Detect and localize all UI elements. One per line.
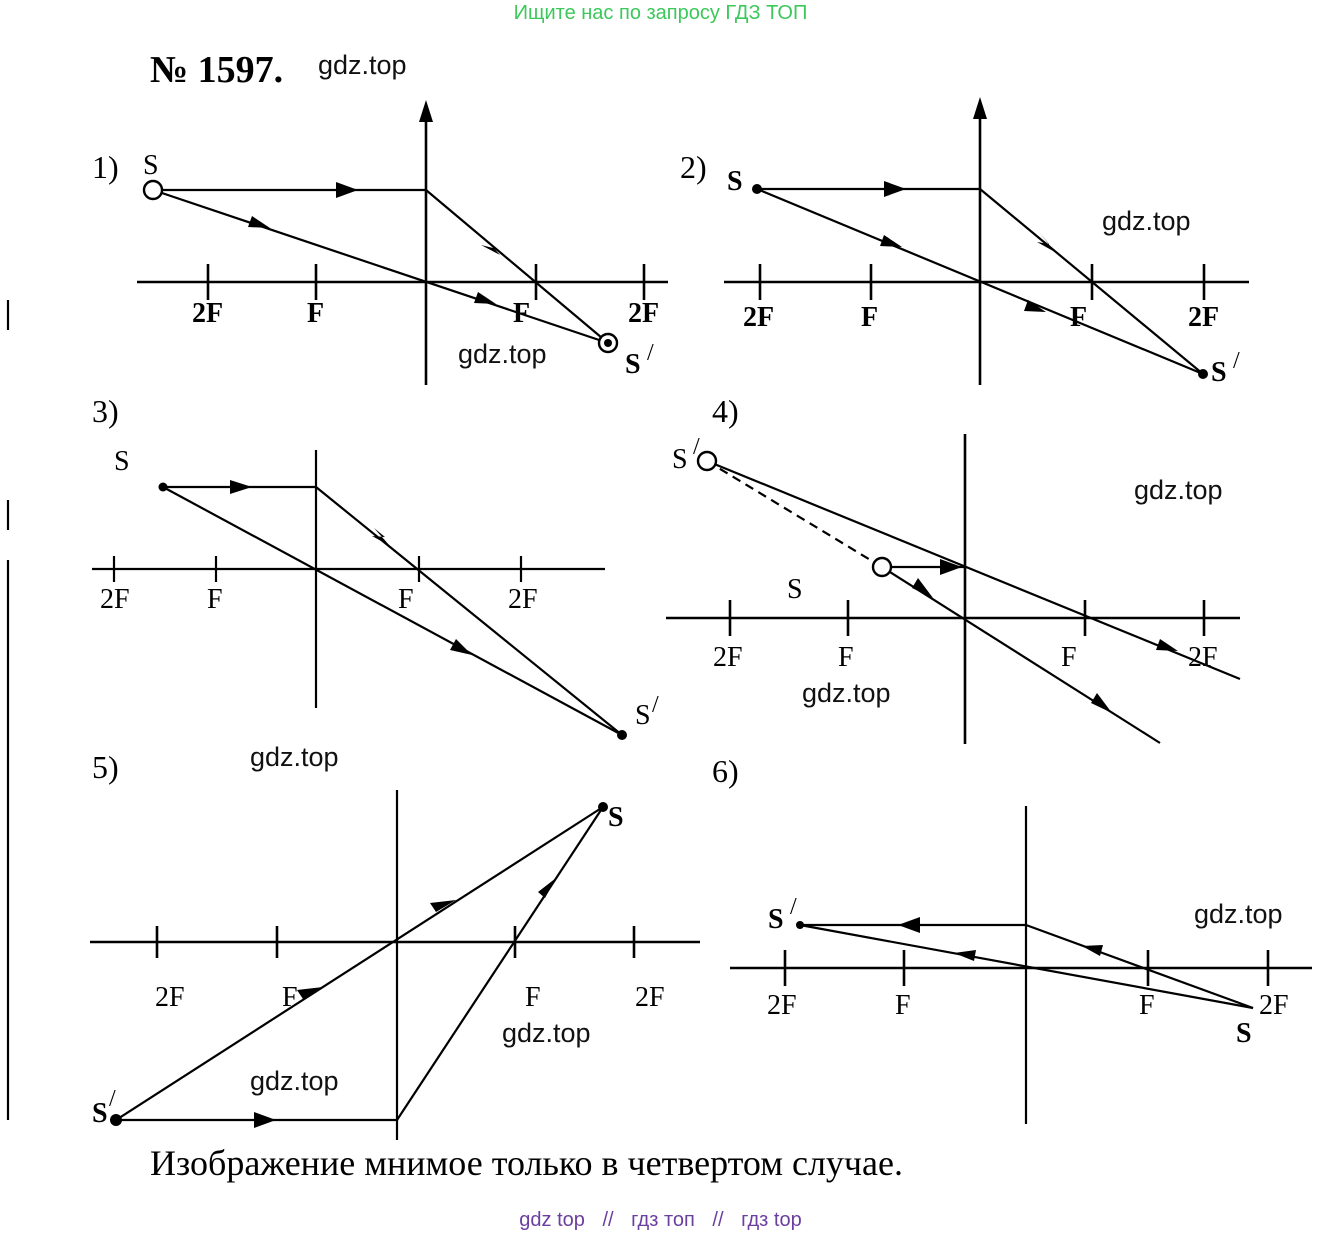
case-number: 5) [92,749,119,785]
case-number: 3) [92,393,119,429]
source-point [598,802,608,812]
tick-label: F [525,982,541,1013]
watermark: gdz.top [1134,475,1223,505]
watermark: gdz.top [250,742,339,772]
footer-links [0,1209,1321,1232]
source-label: S [1236,1018,1252,1049]
watermark: gdz.top [802,678,891,708]
tick-label: 2F [743,302,775,333]
ray-arrow-icon [254,1112,276,1128]
footer-separator: // [602,1209,614,1231]
tick-label: 2F [100,584,130,615]
watermark: gdz.top [458,339,547,369]
tick-label: F [1139,990,1155,1021]
watermark: gdz.top [1194,899,1283,929]
image-prime: / [1233,348,1240,374]
tick-label: 2F [1188,302,1220,333]
ray-arrow-icon [880,235,902,247]
tick-label: F [861,302,879,333]
ray-arrow-icon [372,528,390,546]
ray-arrow-icon [474,292,496,304]
tick-label: F [207,584,223,615]
source-point [873,558,891,576]
tick-label: F [1061,642,1077,673]
tick-label: 2F [508,584,538,615]
tick-label: F [895,990,911,1021]
image-prime: / [790,894,797,920]
tick-label: 2F [713,642,743,673]
tick-label: 2F [635,982,665,1013]
watermark: gdz.top [502,1018,591,1048]
watermark: gdz.top [250,1066,339,1096]
source-point [752,184,762,194]
tick-label: F [398,584,414,615]
tick-label: 2F [155,982,185,1013]
image-point-center [604,339,612,347]
image-label: S [625,349,641,380]
case-number: 2) [680,149,707,185]
image-point [617,730,627,740]
image-prime: / [693,434,700,460]
image-prime: / [109,1086,116,1112]
source-label: S [608,802,624,833]
problem-title: № 1597. [150,49,284,91]
image-label: S [768,904,784,935]
ray-arrow-icon [954,950,976,961]
ray-arrow-icon [1082,945,1103,956]
ray [116,807,603,1120]
case-5-diagram [90,749,700,1140]
footer-link[interactable]: гдз top [741,1209,802,1231]
tick-label: 2F [1188,642,1218,673]
ray-arrow-icon [1091,693,1112,713]
footer-link[interactable]: gdz top [519,1209,585,1231]
footer-link[interactable]: гдз топ [631,1209,695,1231]
tick-label: F [1070,302,1088,333]
case-number: 1) [92,149,119,185]
conclusion-text: Изображение мнимое только в четвертом случае. [150,1143,903,1183]
image-label: S [92,1098,108,1129]
watermark: gdz.top [318,50,407,80]
virtual-ray [707,461,882,567]
case-number: 6) [712,753,739,789]
lens-arrow-icon [419,100,433,122]
ray-arrow-icon [1156,639,1178,651]
source-label: S [143,150,159,181]
ray-arrow-icon [898,917,920,933]
ray-arrow-icon [884,181,906,197]
image-prime: / [647,340,654,366]
ray-arrow-icon [912,578,933,598]
ray-arrow-icon [336,182,358,198]
footer-separator: // [712,1209,724,1231]
case-1-diagram [92,100,668,385]
tick-label: F [838,642,854,673]
image-point [796,921,804,929]
image-point [698,452,716,470]
case-number: 4) [712,393,739,429]
case-2-diagram [680,97,1249,388]
top-banner: Ищите нас по запросу ГДЗ ТОП [513,2,808,24]
image-label: S [1211,357,1227,388]
tick-label: 2F [192,298,224,329]
case-6-diagram [712,753,1312,1124]
ray-arrow-icon [1037,232,1055,252]
ray-arrow-icon [230,480,252,494]
image-prime: / [652,692,659,718]
ray-arrow-icon [538,878,556,898]
ray-arrow-icon [248,216,270,228]
ray-arrow-icon [450,639,472,655]
tick-label: F [513,298,531,329]
source-label: S [727,166,743,197]
watermark: gdz.top [1102,206,1191,236]
tick-label: F [282,982,298,1013]
ray-arrow-icon [297,987,323,999]
ray [316,487,622,735]
image-label: S [635,700,651,731]
lens-arrow-icon [973,97,987,119]
source-point [159,483,168,492]
case-4-diagram [666,393,1240,744]
source-label: S [114,446,130,477]
image-point [1198,369,1208,379]
source-point [144,181,162,199]
tick-label: 2F [1259,990,1289,1021]
ray [163,487,622,735]
tick-label: F [307,298,325,329]
ray [397,807,603,1120]
image-label: S [672,444,688,475]
source-label: S [787,574,803,605]
case-3-diagram [92,393,659,740]
tick-label: 2F [767,990,797,1021]
tick-label: 2F [628,298,660,329]
image-point [110,1114,122,1126]
